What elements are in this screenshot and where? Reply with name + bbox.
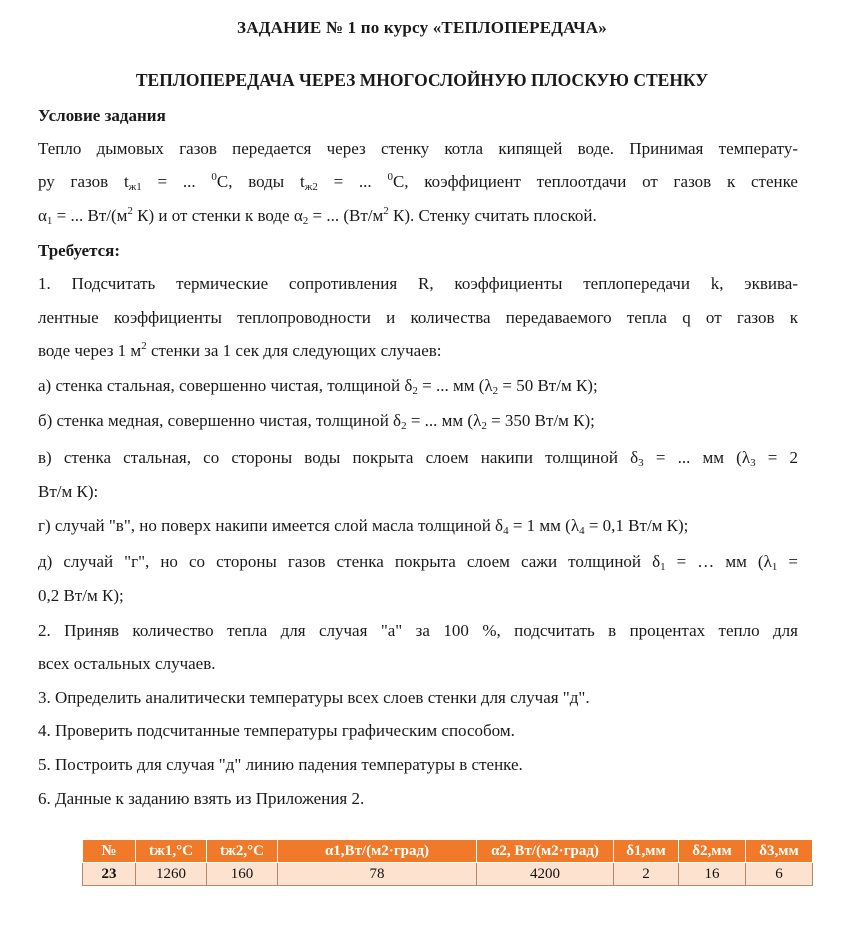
item-2-line-1: 2. Приняв количество тепла для случая "а" за 100 %, подсчитать в процентах тепло для	[38, 621, 798, 640]
condition-line-3: $\alpha_1$ = ... $Вт/(м^2$ К) и от стенки к воде $\alpha_2$ = ... ($Вт/м^2$ К). Стенку считать плоской.	[38, 205, 597, 227]
header-alpha1: α1,Вт/(м2·град)	[278, 840, 477, 863]
case-v-line-1: в) стенка стальная, со стороны воды покрыта слоем накипи толщиной $\delta_3$ = ... мм ($\lambda_3 = 2$	[38, 448, 798, 469]
item-1-line-1: 1. Подсчитать термические сопротивления R, коэффициенты теплопередачи k, эквива-	[38, 274, 798, 293]
cell-alpha2: 4200	[477, 863, 614, 886]
header-t-zh1: tж1,°C	[136, 840, 207, 863]
header-number: №	[83, 840, 136, 863]
item-1-line-2: лентные коэффициенты теплопроводности и количества передаваемого тепла q от газов к	[38, 308, 798, 327]
condition-line-1: Тепло дымовых газов передается через стенку котла кипящей воде. Принимая температу-	[38, 139, 798, 158]
header-delta3: δ3,мм	[746, 840, 813, 863]
header-t-zh2: tж2,°C	[207, 840, 278, 863]
item-5: 5. Построить для случая "д" линию падения температуры в стенке.	[38, 755, 523, 774]
table-row	[83, 863, 813, 886]
case-d-line-2: 0,2 Вт/м К);	[38, 586, 124, 605]
condition-line-2: ру газов $t_{ж1}$ = ... $^0$С, воды $t_{ж2}$ = ... $^0$С, коэффициент теплоотдачи от газов к стенке	[38, 171, 798, 193]
cell-t-zh1: 1260	[136, 863, 207, 886]
item-3: 3. Определить аналитически температуры всех слоев стенки для случая "д".	[38, 688, 590, 707]
cell-number: 23	[83, 863, 136, 886]
cell-delta2: 16	[679, 863, 746, 886]
document-title: ЗАДАНИЕ № 1 по курсу «ТЕПЛОПЕРЕДАЧА»	[237, 18, 607, 37]
case-d-line-1: д) случай "г", но со стороны газов стенка покрыта слоем сажи толщиной $\delta_1$ = … мм ($\lambda_1$ =	[38, 552, 798, 573]
case-g: г) случай "в", но поверх накипи имеется слой масла толщиной $\delta_4 = 1$ мм ($\lambda_4 = 0,1$ Вт/м К);	[38, 516, 689, 537]
header-delta1: δ1,мм	[614, 840, 679, 863]
case-b: б) стенка медная, совершенно чистая, толщиной $\delta_2$ = ... мм ($\lambda_2 = 350$ Вт/м К);	[38, 411, 595, 432]
item-4: 4. Проверить подсчитанные температуры графическим способом.	[38, 721, 515, 740]
case-a: а) стенка стальная, совершенно чистая, толщиной $\delta_2$ = ... мм ($\lambda_2 = 50$ Вт/м К);	[38, 376, 598, 397]
condition-heading: Условие задания	[38, 106, 166, 125]
item-1-line-3: воде через 1 $м^2$ стенки за 1 сек для следующих случаев:	[38, 340, 442, 360]
item-2-line-2: всех остальных случаев.	[38, 654, 216, 673]
header-alpha2: α2, Вт/(м2·град)	[477, 840, 614, 863]
table-header-row	[83, 840, 813, 863]
required-heading: Требуется:	[38, 241, 121, 260]
cell-delta3: 6	[746, 863, 813, 886]
cell-t-zh2: 160	[207, 863, 278, 886]
case-v-line-2: Вт/м К):	[38, 482, 99, 501]
cell-delta1: 2	[614, 863, 679, 886]
item-6: 6. Данные к заданию взять из Приложения 2.	[38, 789, 365, 808]
cell-alpha1: 78	[278, 863, 477, 886]
condition-text	[38, 139, 798, 159]
header-delta2: δ2,мм	[679, 840, 746, 863]
document-subtitle: ТЕПЛОПЕРЕДАЧА ЧЕРЕЗ МНОГОСЛОЙНУЮ ПЛОСКУЮ СТЕНКУ	[135, 70, 709, 90]
data-table	[82, 839, 813, 886]
